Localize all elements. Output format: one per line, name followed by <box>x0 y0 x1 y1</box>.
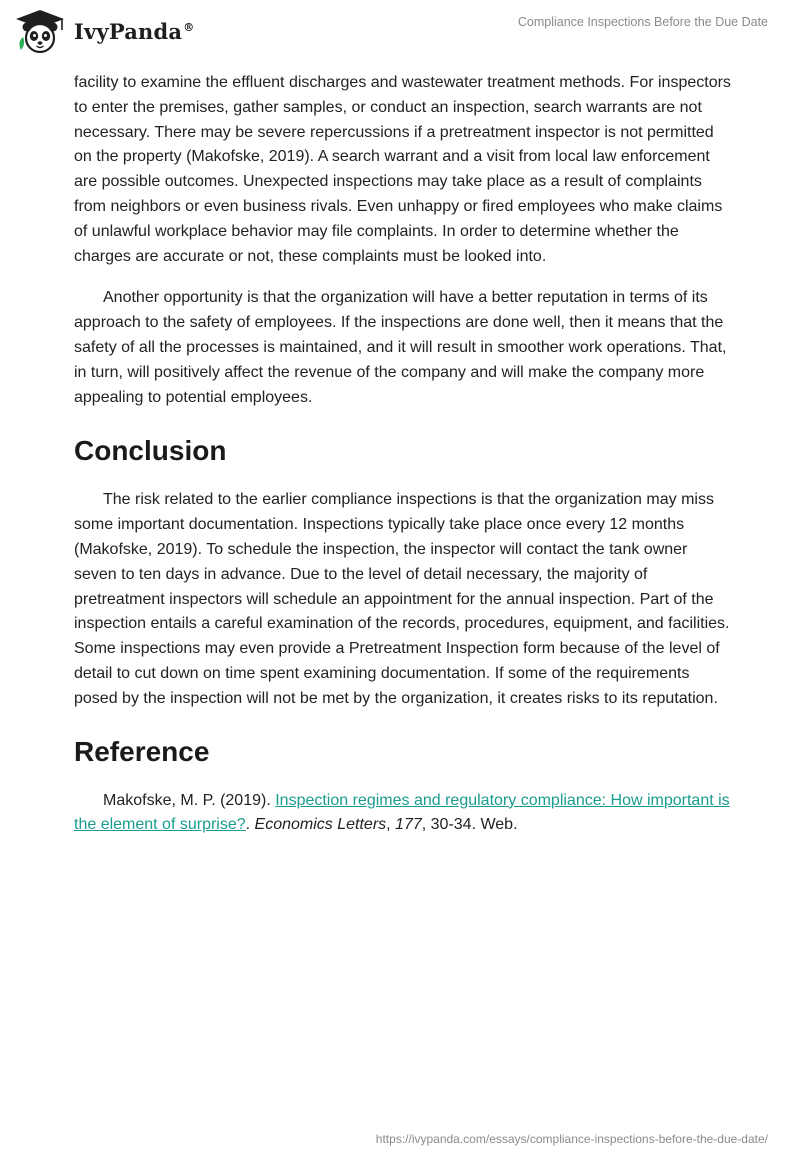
page-header-title: Compliance Inspections Before the Due Date <box>517 15 768 29</box>
reference-heading: Reference <box>74 735 210 767</box>
reference-entry <box>74 789 734 839</box>
logo[interactable] <box>12 8 194 54</box>
paragraph-opportunity: Another opportunity is that the organization will have a better reputation in terms of its approach to the safety of employees. If the inspections are done well, then it means that the safety of all the processes is maintained, and it will result in smoother work operations. That, in turn, will positively affect the revenue of the company and will make the company more appealing to potential employees. <box>74 289 727 406</box>
reference-link[interactable]: Inspection regimes and regulatory compliance: How important is the element of surprise? <box>74 791 730 834</box>
brand-name: IvyPanda® <box>74 18 195 44</box>
reference-volume: 177 <box>395 816 422 834</box>
page-header <box>0 0 800 70</box>
conclusion-heading: Conclusion <box>74 435 227 467</box>
reference-author: Makofske, M. P. (2019). <box>103 791 276 809</box>
reference-journal: Economics Letters <box>254 816 387 834</box>
reference-pages: , 30-34. Web. <box>421 816 518 834</box>
panda-logo-icon <box>12 8 68 54</box>
conclusion-paragraph: The risk related to the earlier compliance inspections is that the organization may miss some important documentation. Inspections typically take place once every 12 months (Makofske, 2019). To schedule the inspection, the inspector will contact the tank owner seven to ten days in advance. Due to the level of detail necessary, the majority of pretreatment inspectors will schedule an appointment for the annual inspection. Part of the inspection entails a careful examination of the records, procedures, equipment, and facilities. Some inspections may even provide a Pretreatment Inspection form because of the level of detail to cut down on time spent examining documentation. If some of the requirements posed by the inspection will not be met by the organization, it creates risks to its reputation. <box>74 491 730 707</box>
paragraph-continuation: facility to examine the effluent discharges and wastewater treatment methods. For inspectors to enter the premises, gather samples, or conduct an inspection, search warrants are not necessary. There may be severe repercussions if a pretreatment inspector is not permitted on the property (Makofske, 2019). A search warrant and a visit from local law enforcement are possible outcomes. Unexpected inspections may take place as a result of complaints from neighbors or even business rivals. Even unhappy or fired employees who make claims of unlawful workplace behavior may file complaints. In order to determine whether the charges are accurate or not, these complaints must be looked into. <box>74 74 731 265</box>
reference-sep-1: . <box>245 816 255 834</box>
essay-content <box>74 71 734 838</box>
footer-url[interactable]: https://ivypanda.com/essays/compliance-inspections-before-the-due-date/ <box>375 1132 768 1146</box>
reference-sep-2: , <box>386 816 396 834</box>
